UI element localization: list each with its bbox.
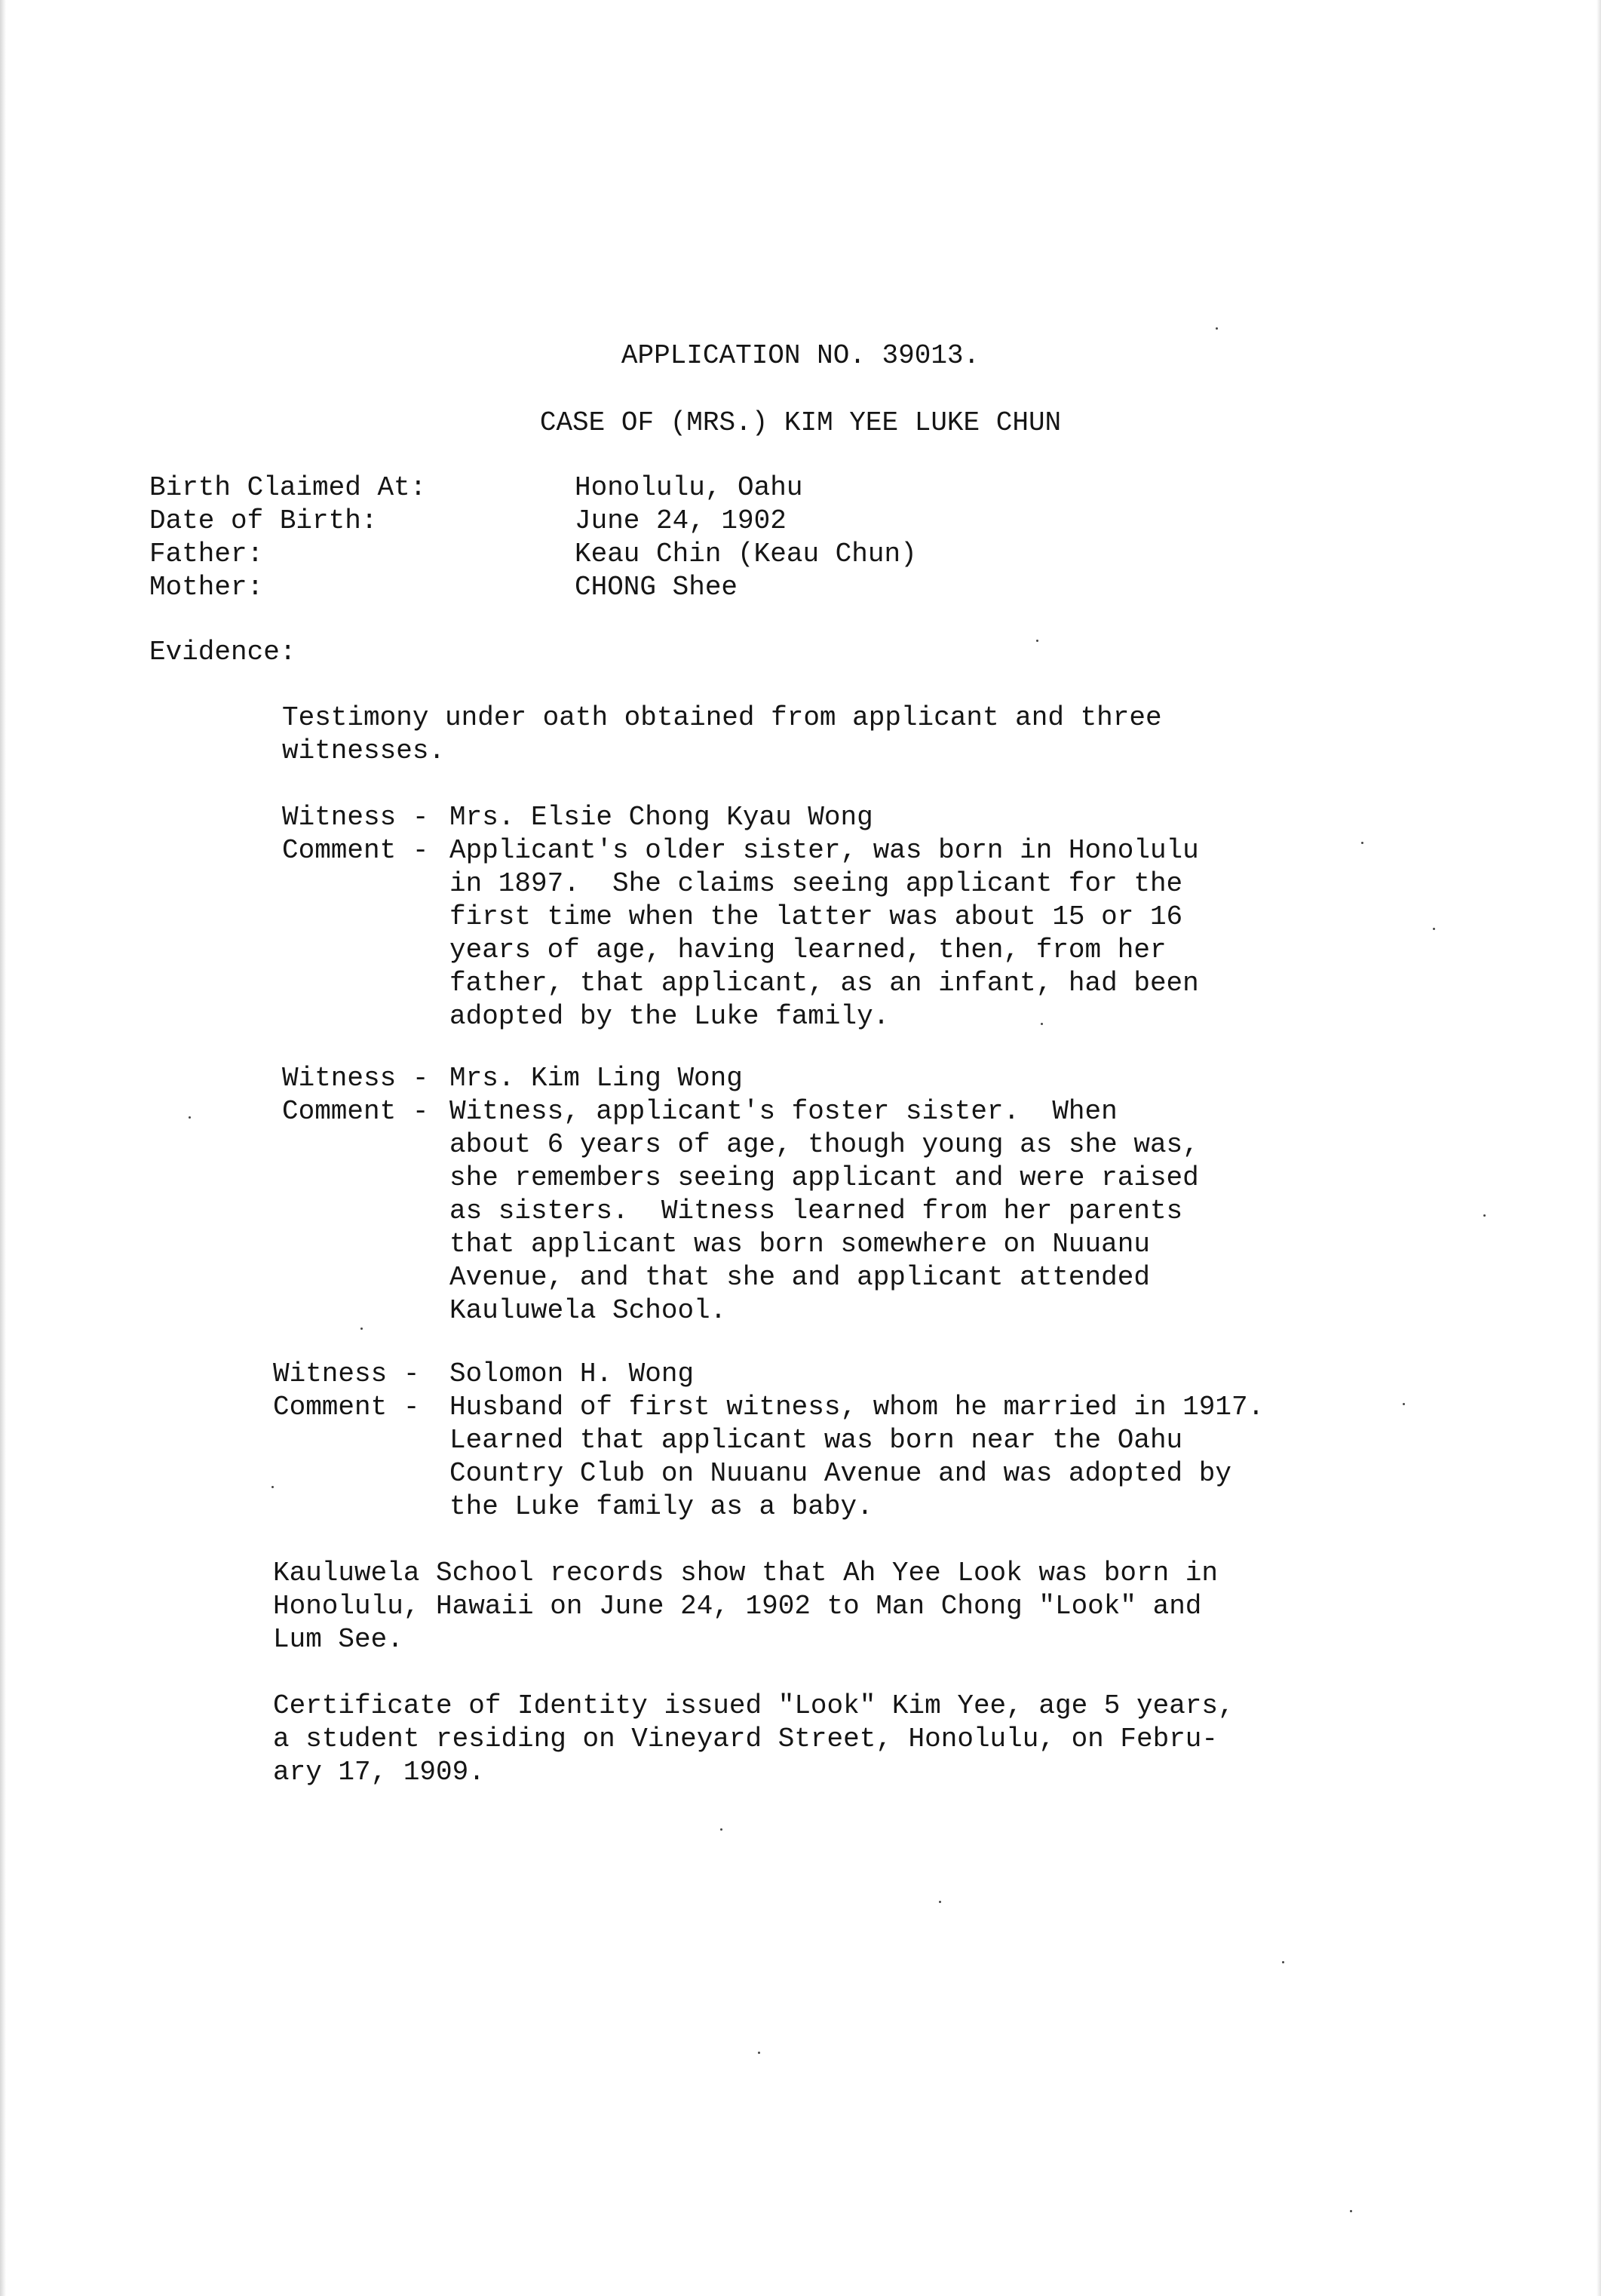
comment-line: Husband of first witness, whom he married in 1917. [449, 1392, 1265, 1423]
comment-line: as sisters. Witness learned from her parents [449, 1196, 1183, 1226]
witness-label: Witness - [273, 1358, 420, 1389]
fact-label-mother: Mother: [149, 572, 264, 603]
scan-speck [189, 1116, 191, 1119]
case-title: CASE OF (MRS.) KIM YEE LUKE CHUN [539, 407, 1062, 438]
scan-speck [271, 1486, 274, 1488]
certificate-line: Certificate of Identity issued "Look" Kim Yee, age 5 years, [273, 1690, 1234, 1721]
witness-name: Mrs. Elsie Chong Kyau Wong [449, 802, 873, 833]
school-records-line: Kauluwela School records show that Ah Yee Look was born in [273, 1558, 1219, 1588]
comment-line: Applicant's older sister, was born in Honolulu [449, 835, 1199, 866]
certificate-line: ary 17, 1909. [273, 1757, 485, 1788]
school-records-line: Honolulu, Hawaii on June 24, 1902 to Man Chong "Look" and [273, 1591, 1202, 1622]
fact-value-birth-place: Honolulu, Oahu [575, 472, 803, 503]
scan-speck [1361, 842, 1363, 844]
witness-label: Witness - [282, 802, 429, 833]
comment-line: father, that applicant, as an infant, had been [449, 968, 1199, 999]
scan-speck [1350, 2210, 1352, 2212]
comment-line: she remembers seeing applicant and were raised [449, 1162, 1199, 1193]
comment-line: about 6 years of age, though young as she was, [449, 1129, 1199, 1160]
certificate-line: a student residing on Vineyard Street, Honolulu, on Febru- [273, 1724, 1219, 1754]
comment-line: in 1897. She claims seeing applicant for the [449, 868, 1183, 899]
fact-value-date-of-birth: June 24, 1902 [575, 505, 787, 536]
witness-label: Witness - [282, 1063, 429, 1094]
comment-label: Comment - [273, 1392, 420, 1423]
comment-line: years of age, having learned, then, from her [449, 935, 1167, 965]
comment-line: that applicant was born somewhere on Nuuanu [449, 1229, 1150, 1260]
scan-speck [1216, 327, 1218, 330]
fact-label-birth-place: Birth Claimed At: [149, 472, 427, 503]
scan-speck [1041, 1023, 1043, 1025]
scan-speck [1403, 1403, 1405, 1405]
scan-speck [1483, 1214, 1486, 1217]
fact-label-father: Father: [149, 539, 264, 569]
scan-speck [1433, 928, 1435, 930]
comment-label: Comment - [282, 835, 429, 866]
scan-speck [720, 1828, 722, 1831]
comment-line: the Luke family as a baby. [449, 1491, 873, 1522]
scan-speck [939, 1901, 941, 1903]
scan-speck [1282, 1961, 1284, 1963]
scan-speck [360, 1328, 363, 1330]
comment-line: first time when the latter was about 15 or 16 [449, 901, 1183, 932]
comment-line: Avenue, and that she and applicant attended [449, 1262, 1150, 1293]
comment-line: adopted by the Luke family. [449, 1001, 890, 1032]
witness-name: Mrs. Kim Ling Wong [449, 1063, 743, 1094]
witness-name: Solomon H. Wong [449, 1358, 695, 1389]
comment-line: Witness, applicant's foster sister. When [449, 1096, 1118, 1127]
testimony-line: witnesses. [282, 735, 446, 766]
comment-label: Comment - [282, 1096, 429, 1127]
fact-label-date-of-birth: Date of Birth: [149, 505, 378, 536]
comment-line: Kauluwela School. [449, 1295, 727, 1326]
school-records-line: Lum See. [273, 1624, 403, 1655]
application-number: APPLICATION NO. 39013. [621, 340, 980, 371]
fact-value-mother: CHONG Shee [575, 572, 738, 603]
scan-speck [758, 2052, 760, 2054]
comment-line: Learned that applicant was born near the Oahu [449, 1425, 1183, 1456]
comment-line: Country Club on Nuuanu Avenue and was adopted by [449, 1458, 1231, 1489]
fact-value-father: Keau Chin (Keau Chun) [575, 539, 917, 569]
evidence-heading: Evidence: [149, 637, 296, 668]
scan-speck [1036, 640, 1038, 642]
testimony-line: Testimony under oath obtained from applicant and three [282, 702, 1162, 733]
